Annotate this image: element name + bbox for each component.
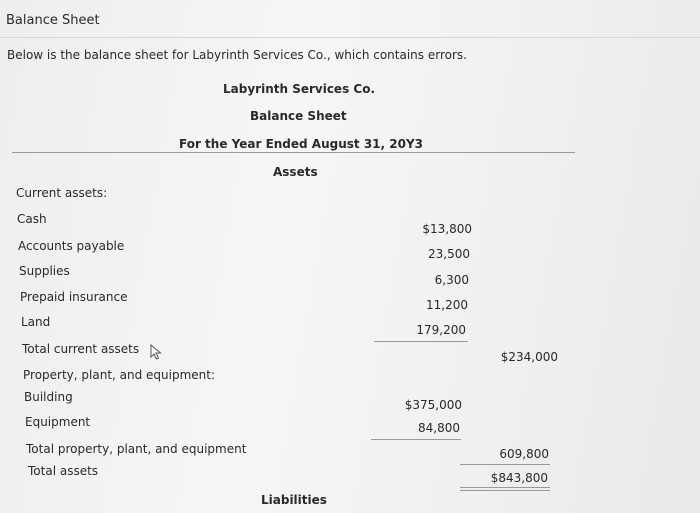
- row-label-supplies: Supplies: [19, 264, 70, 278]
- ppe-heading: Property, plant, and equipment:: [23, 368, 216, 382]
- row-amount-cash: $13,800: [422, 222, 472, 236]
- total-ppe-label: Total property, plant, and equipment: [26, 442, 247, 456]
- ppe-subtotal-rule: [371, 439, 461, 440]
- row-label-cash: Cash: [17, 212, 47, 226]
- total-assets-amount: $843,800: [490, 471, 548, 485]
- current-assets-subtotal-rule: [374, 341, 468, 342]
- company-name: Labyrinth Services Co.: [223, 82, 376, 96]
- current-assets-heading: Current assets:: [16, 186, 108, 200]
- instructions-text: Below is the balance sheet for Labyrinth Services Co., which contains errors.: [7, 48, 467, 62]
- title-divider: [0, 37, 700, 38]
- total-assets-rule: [460, 464, 550, 465]
- assets-heading: Assets: [273, 165, 318, 179]
- total-current-assets-label: Total current assets: [22, 342, 140, 356]
- header-rule: [12, 152, 575, 153]
- total-assets-double-rule-bottom: [460, 490, 550, 491]
- total-assets-double-rule-top: [460, 487, 550, 488]
- row-label-prepaid-insurance: Prepaid insurance: [20, 290, 128, 304]
- row-label-accounts-payable: Accounts payable: [18, 239, 125, 253]
- row-amount-building: $375,000: [404, 398, 462, 412]
- section-title: Balance Sheet: [6, 13, 100, 28]
- row-amount-accounts-payable: 23,500: [428, 247, 470, 261]
- row-amount-land: 179,200: [416, 323, 466, 337]
- row-amount-supplies: 6,300: [434, 273, 469, 287]
- total-assets-label: Total assets: [28, 464, 99, 478]
- statement-name: Balance Sheet: [250, 109, 347, 123]
- total-current-assets-amount: $234,000: [500, 350, 558, 364]
- statement-period: For the Year Ended August 31, 20Y3: [179, 137, 423, 151]
- row-label-land: Land: [21, 315, 51, 329]
- liabilities-heading: Liabilities: [261, 493, 327, 507]
- total-ppe-amount: 609,800: [499, 447, 549, 461]
- row-amount-equipment: 84,800: [418, 421, 460, 435]
- row-amount-prepaid-insurance: 11,200: [426, 298, 468, 312]
- row-label-equipment: Equipment: [25, 415, 91, 429]
- mouse-pointer-icon: [150, 344, 164, 360]
- row-label-building: Building: [24, 390, 73, 404]
